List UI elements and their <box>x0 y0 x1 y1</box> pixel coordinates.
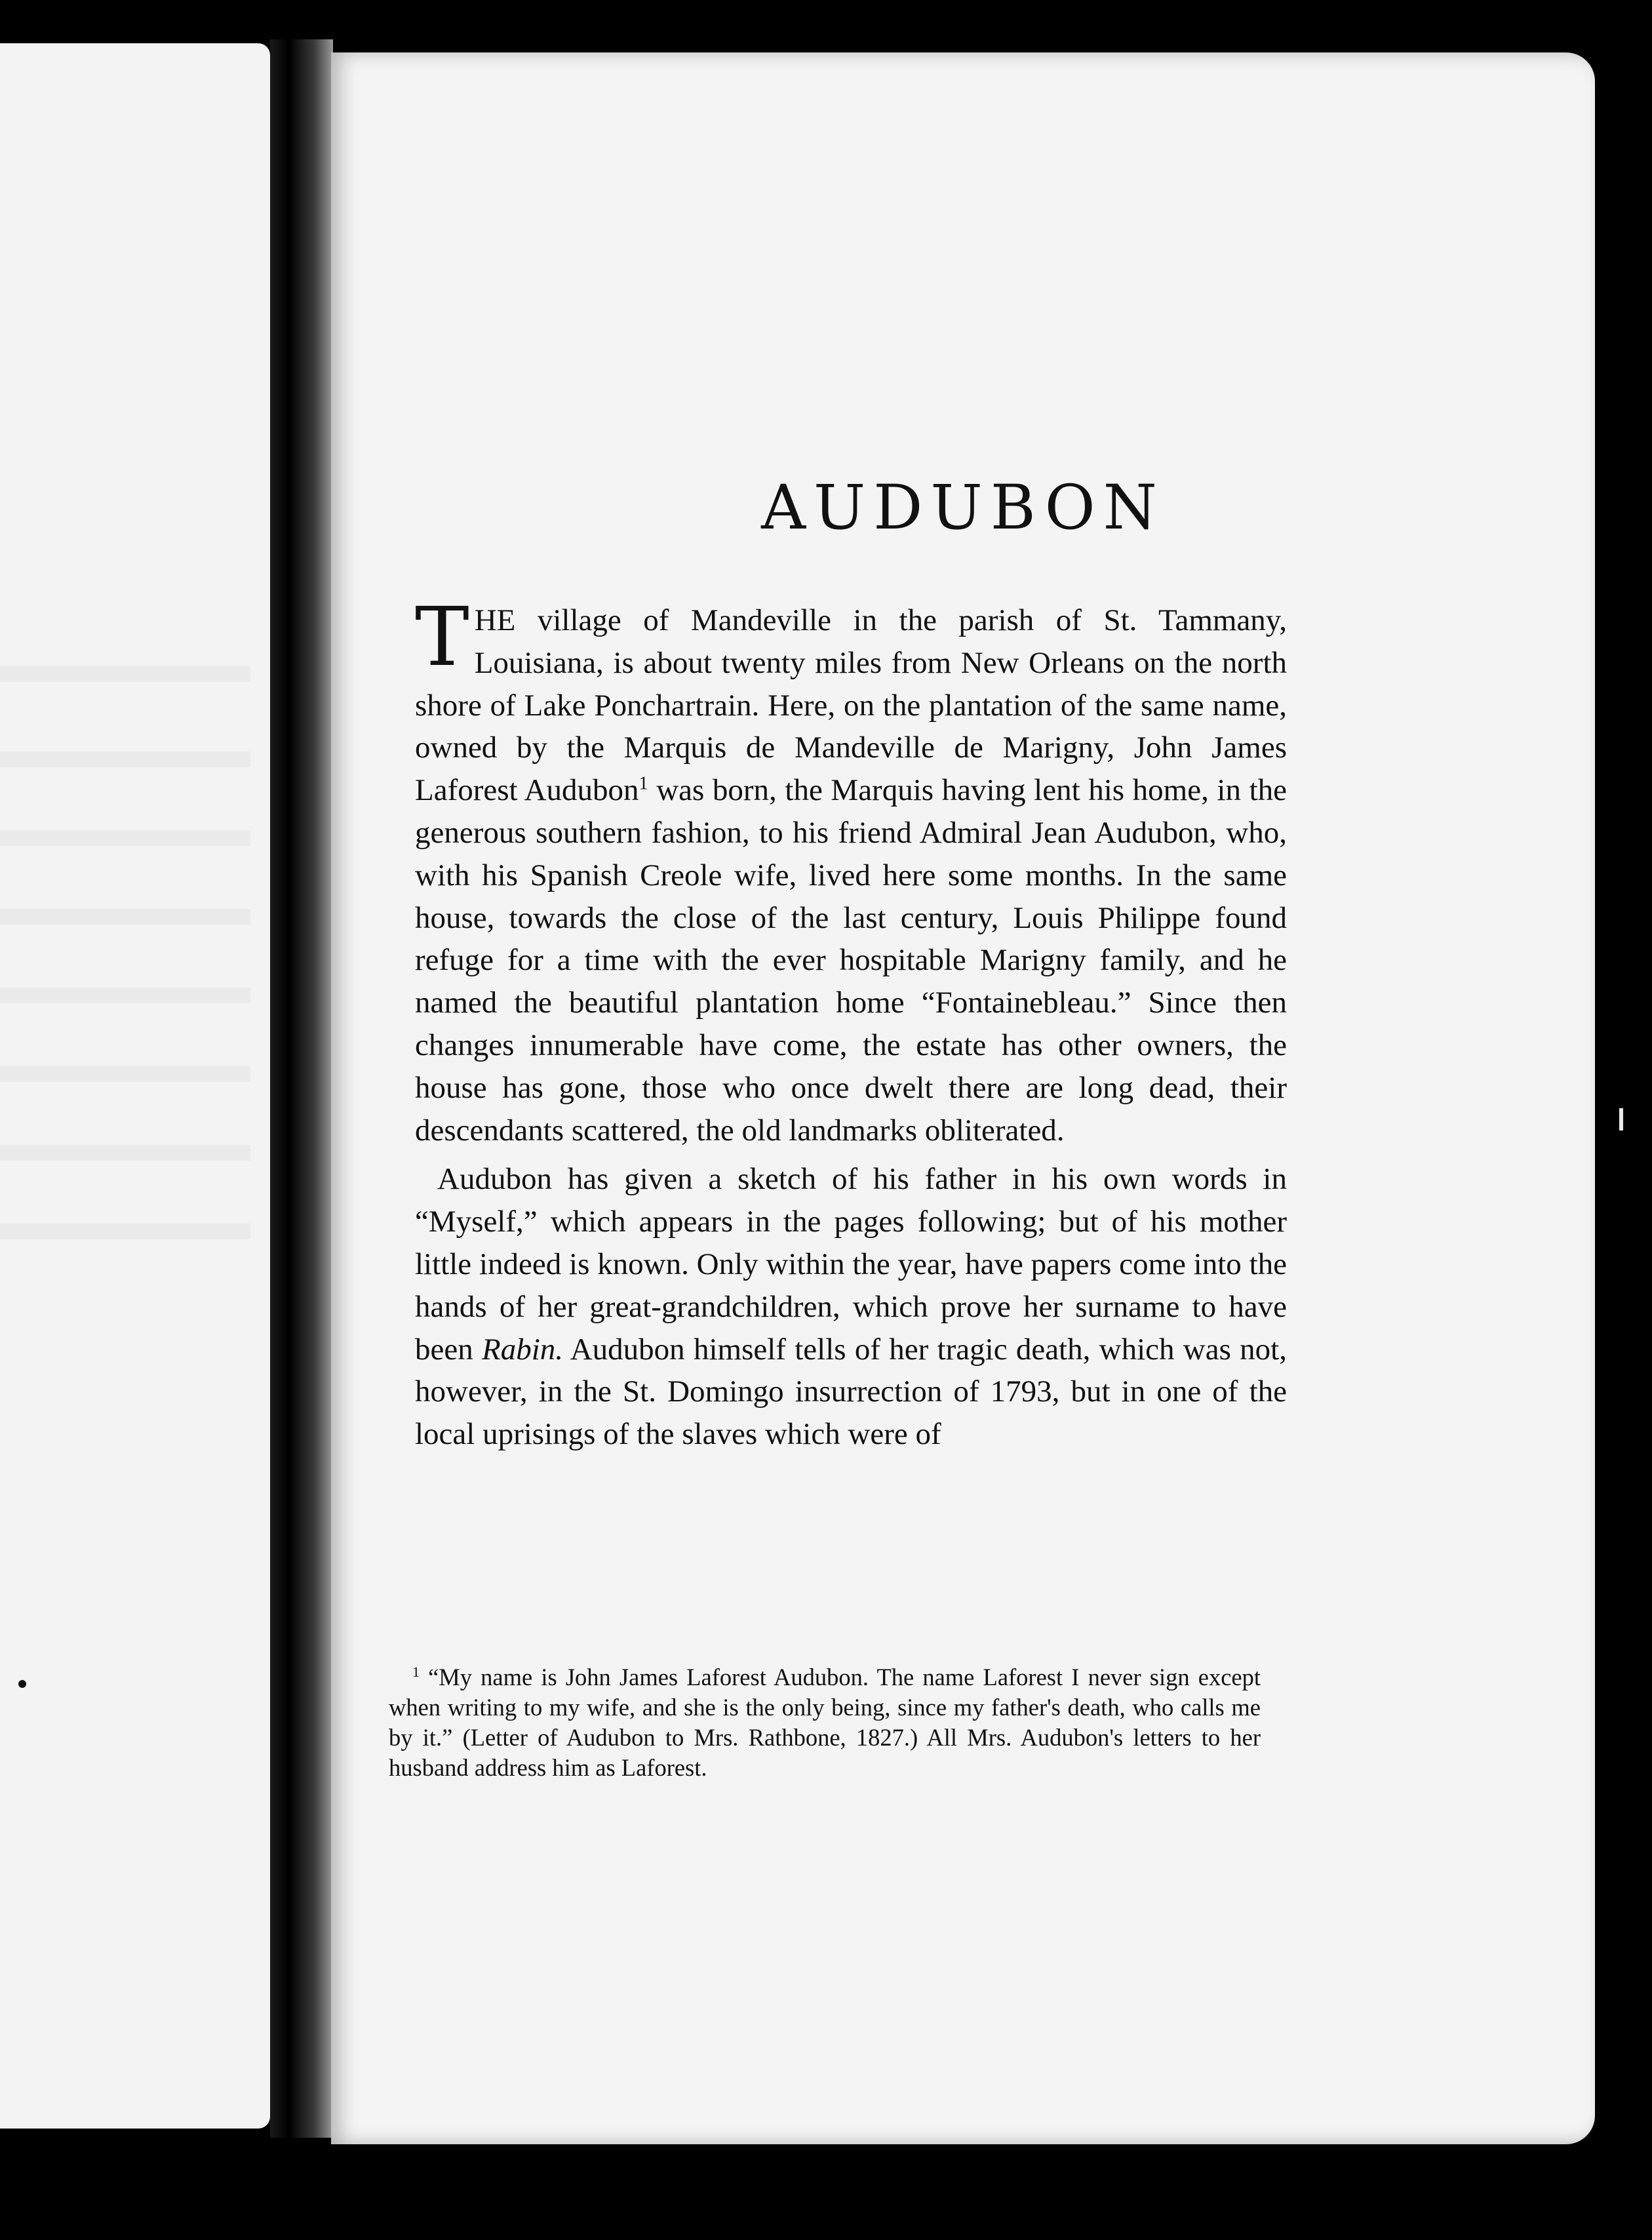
footnote-reference: 1 <box>639 773 648 794</box>
page-title: AUDUBON <box>761 472 1165 544</box>
bleed-through-line <box>0 751 250 767</box>
book-gutter <box>270 39 333 2138</box>
paragraph-1-text: HE village of Mandeville in the parish of St. Tammany, Louisiana, is about twenty miles from New Orleans on the north shore of Lake Ponchartrain. Here, on the plantation of the same name, owned by the Marquis de Mandeville de Marigny, John James Laforest Audubon <box>415 603 1287 808</box>
book-page <box>331 52 1595 2144</box>
footnote-marker: 1 <box>412 1663 420 1680</box>
drop-cap: T <box>415 590 469 685</box>
bleed-through-line <box>0 1224 250 1239</box>
bleed-through-line <box>0 909 250 925</box>
page-edge-mark <box>1619 1108 1623 1130</box>
paragraph-1 <box>415 590 1287 1151</box>
left-page-edge <box>0 43 270 2129</box>
footnote-text: “My name is John James Laforest Audubon. The name Laforest I never sign except when writing to my wife, and she is the only being, since my father's death, who calls me by it.” (Letter of Audubon to Mrs. Rathbone, 1827.) All Mrs. Audubon's letters to her husband address him as Laforest. <box>389 1664 1261 1781</box>
paragraph-2 <box>415 1158 1287 1456</box>
italic-surname: Rabin. <box>482 1332 564 1367</box>
paragraph-2-text-continued: Audubon himself tells of her tragic death, which was not, however, in the St. Domingo insurrection of 1793, but in one of the local uprisings of the slaves which were of <box>415 1332 1287 1452</box>
bleed-through-line <box>0 666 250 682</box>
body-text <box>415 590 1287 1456</box>
paragraph-2-text: Audubon has given a sketch of his father in his own words in “Myself,” which appears in the pages following; but of his mother little indeed is known. Only within the year, have papers come into the hands of her great-grandchildren, which prove her surname to have been <box>415 1162 1287 1367</box>
bleed-through-line <box>0 1145 250 1161</box>
bleed-through-line <box>0 988 250 1003</box>
footnote-text-block <box>389 1662 1261 1783</box>
bleed-through-line <box>0 1066 250 1082</box>
ink-speck <box>18 1680 26 1688</box>
bleed-through-line <box>0 830 250 846</box>
footnote <box>389 1662 1261 1783</box>
paragraph-1-text-continued: was born, the Marquis having lent his home, in the generous southern fashion, to his friend Admiral Jean Audubon, who, with his Spanish Creole wife, lived here some months. In the same house, towards the close of the last century, Louis Philippe found refuge for a time with the ever hospitable Marigny family, and he named the beautiful plantation home “Fontainebleau.” Since then changes innumerable have come, the estate has other owners, the house has gone, those who once dwelt there are long dead, their descendants scattered, the old landmarks obliterated. <box>415 773 1287 1148</box>
